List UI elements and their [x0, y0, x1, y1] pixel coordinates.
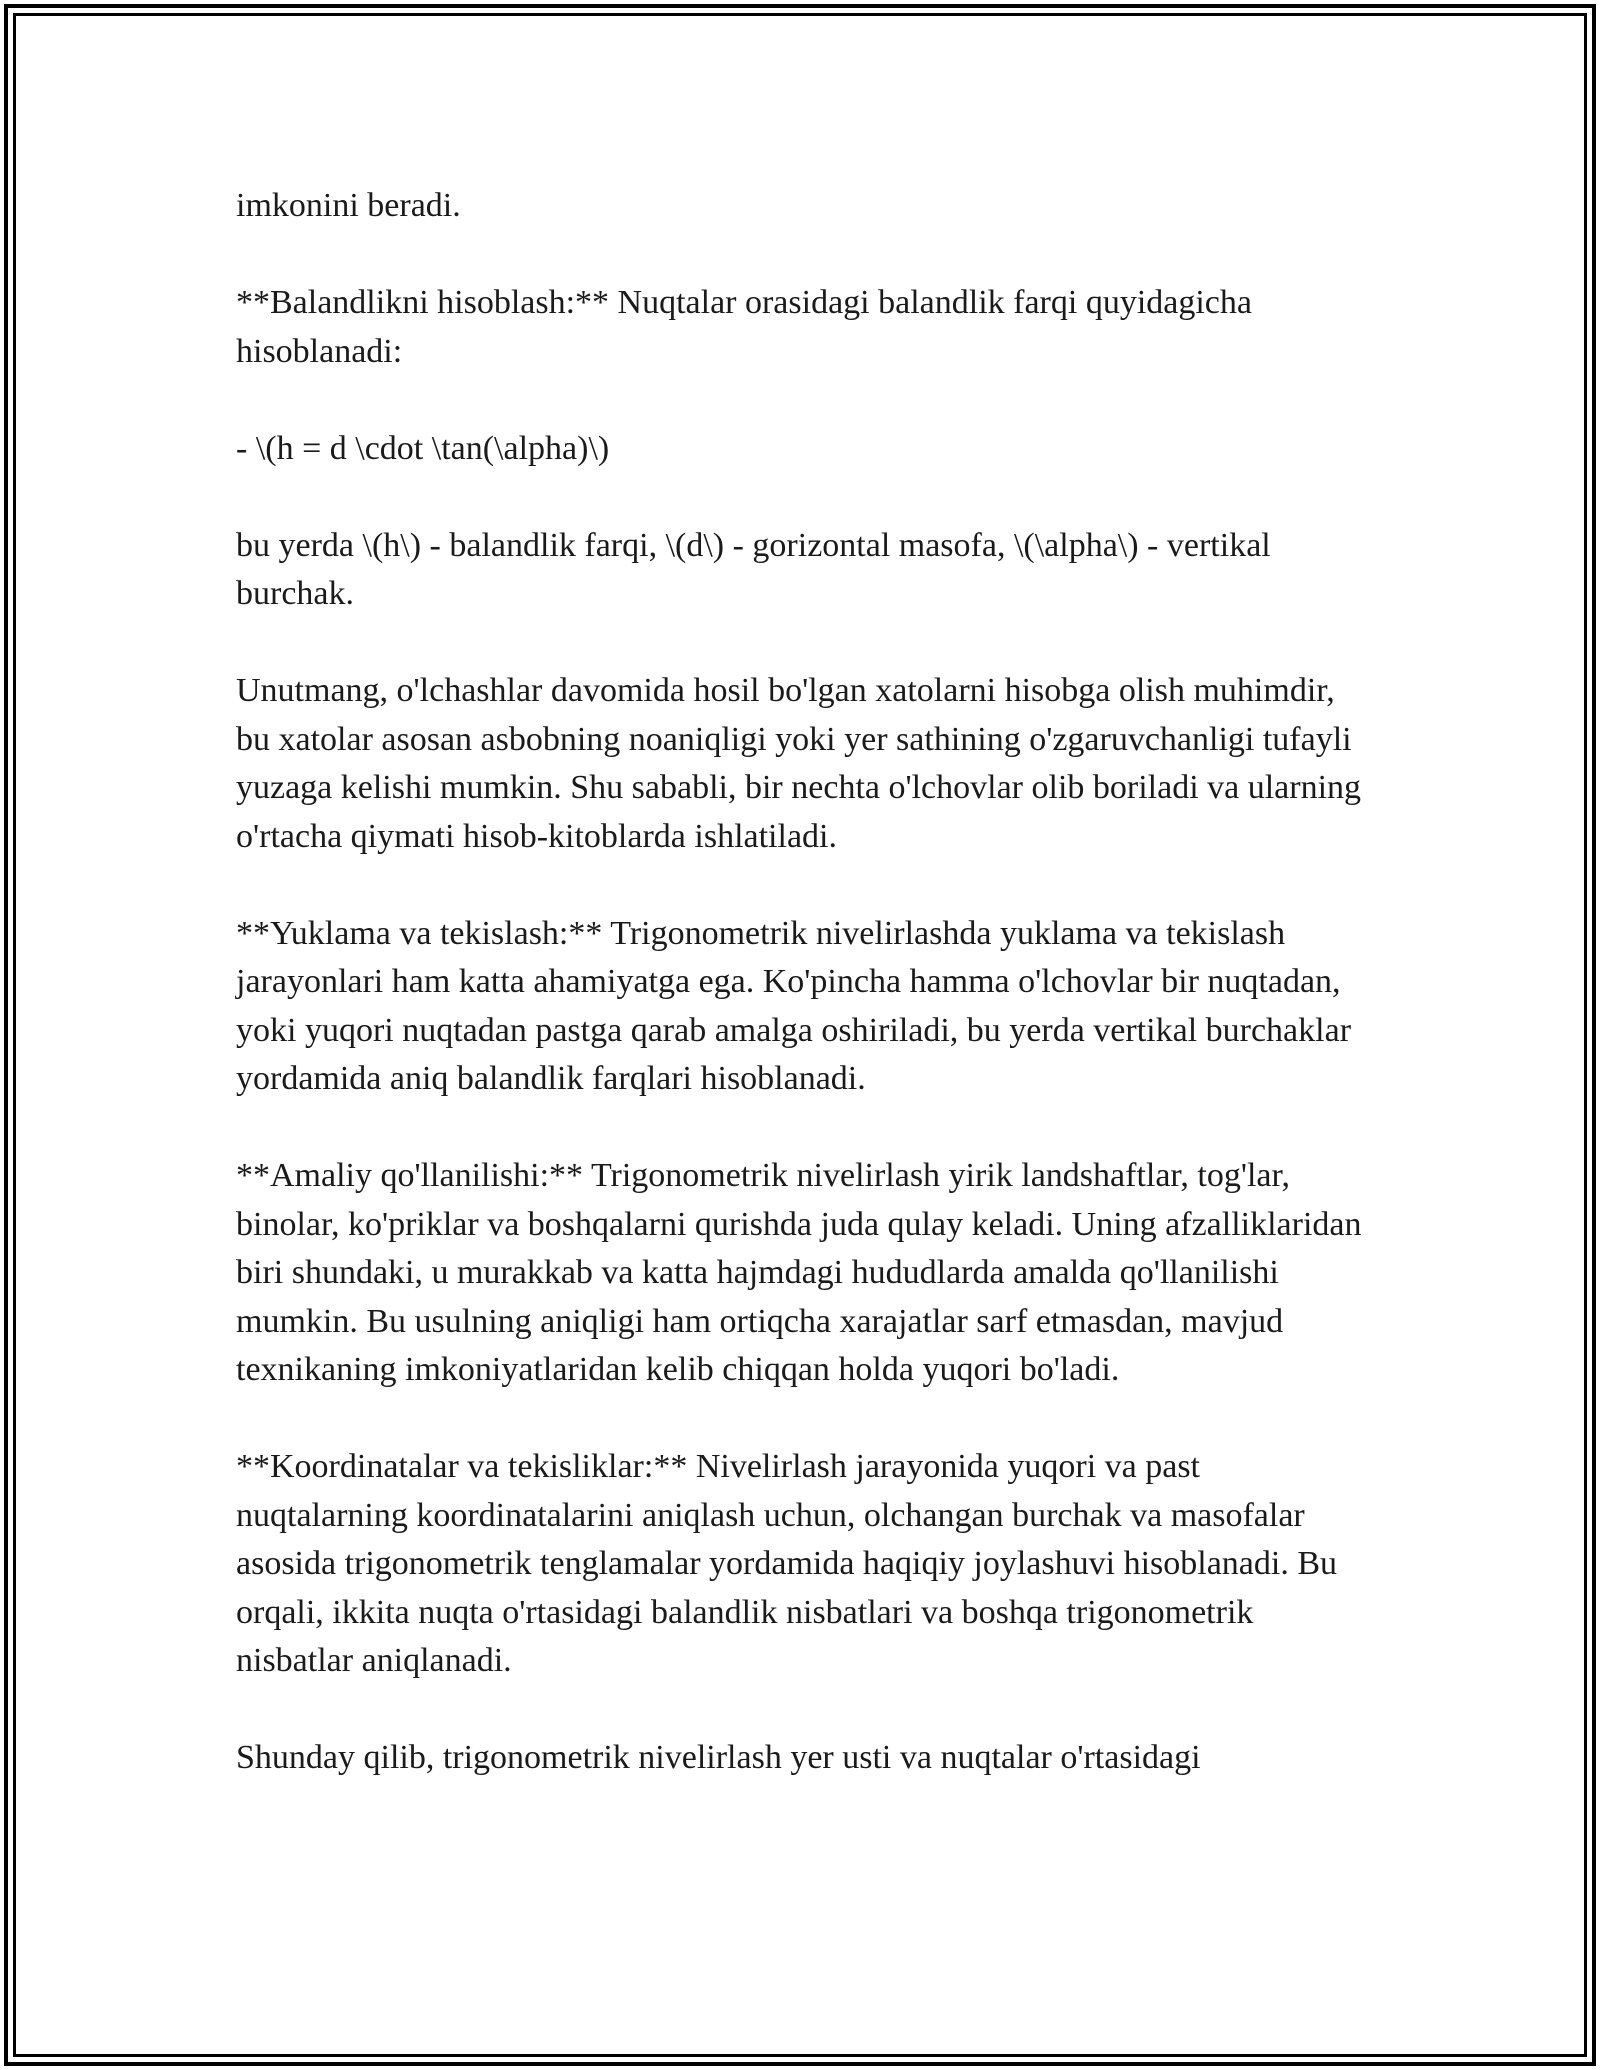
paragraph-formula: - \(h = d \cdot \tan(\alpha)\) [236, 429, 610, 467]
paragraph-practical-use: **Amaliy qo'llanilishi:** Trigonometrik nivelirlash yirik landshaftlar, tog'lar, binolar, ko'priklar va boshqalarni qurishda juda qulay keladi. Uning afzalliklaridan biri shundaki, u murakkab va katta hajmdagi hududlarda amalda qo'llanilishi mumkin. Bu usulning aniqligi ham ortiqcha xarajatlar sarf etmasdan, mavjud texnikaning imkoniyatlaridan kelib chiqqan holda yuqori bo'ladi. [236, 1157, 1362, 1388]
paragraph-height-calculation: **Balandlikni hisoblash:** Nuqtalar orasidagi balandlik farqi quyidagicha hisoblanadi: [236, 284, 1252, 370]
paragraph-conclusion: Shunday qilib, trigonometrik nivelirlash yer usti va nuqtalar o'rtasidagi [236, 1739, 1201, 1776]
paragraph-continuation: imkonini beradi. [236, 187, 461, 224]
paragraph-leveling-adjustment: **Yuklama va tekislash:** Trigonometrik nivelirlashda yuklama va tekislash jarayonlari ham katta ahamiyatga ega. Ko'pincha hamma o'lchovlar bir nuqtadan, yoki yuqori nuqtadan pastga qarab amalga oshiriladi, bu yerda vertikal burchaklar yordamida aniq balandlik farqlari hisoblanadi. [236, 914, 1352, 1097]
paragraph-errors-note: Unutmang, o'lchashlar davomida hosil bo'lgan xatolarni hisobga olish muhimdir, bu xatolar asosan asbobning noaniqligi yoki yer sathining o'zgaruvchanligi tufayli yuzaga kelishi mumkin. Shu sababli, bir nechta o'lchovlar olib boriladi va ularning o'rtacha qiymati hisob-kitoblarda ishlatiladi. [236, 672, 1362, 855]
paragraph-coordinates: **Koordinatalar va tekisliklar:** Nivelirlash jarayonida yuqori va past nuqtalarning koordinatalarini aniqlash uchun, olchangan burchak va masofalar asosida trigonometrik tenglamalar yordamida haqiqiy joylashuvi hisoblanadi. Bu orqali, ikkita nuqta o'rtasidagi balandlik nisbatlari va boshqa trigonometrik nisbatlar aniqlanadi. [236, 1448, 1337, 1679]
document-body [236, 182, 1366, 1783]
paragraph-formula-legend: bu yerda \(h\) - balandlik farqi, \(d\) - gorizontal masofa, \(\alpha\) - vertikal burchak. [236, 526, 1271, 612]
